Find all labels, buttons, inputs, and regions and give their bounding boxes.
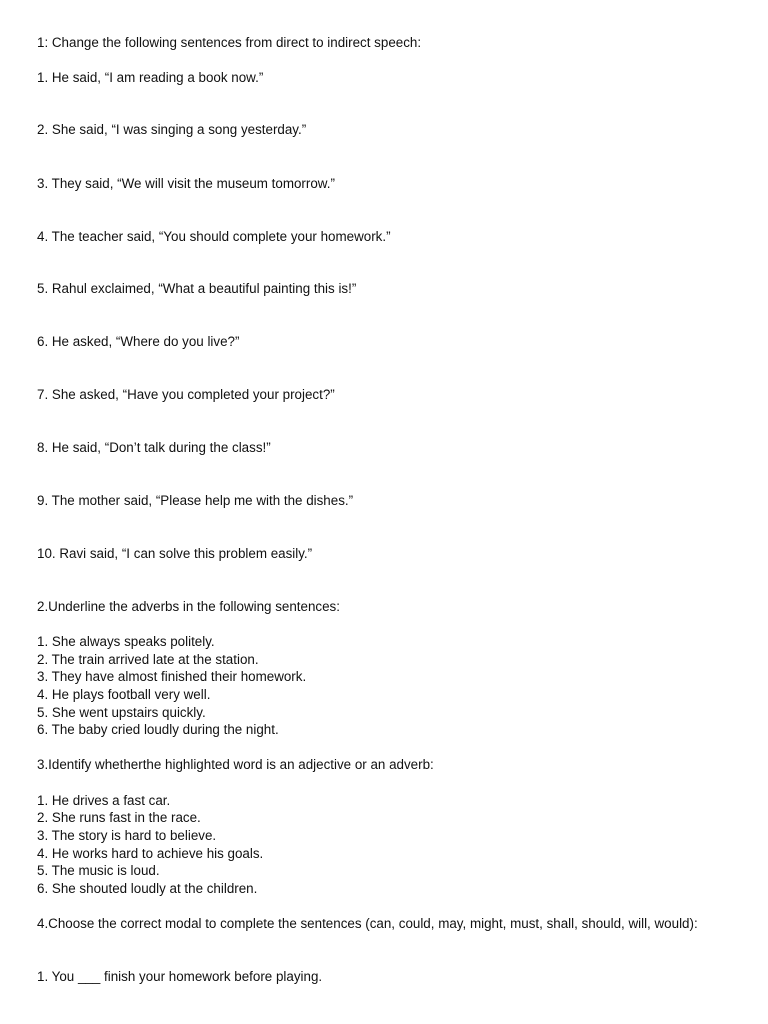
section-1-item: 7. She asked, “Have you completed your project?” [37, 387, 335, 402]
section-3-item: 2. She runs fast in the race. [37, 810, 201, 825]
section-2-item: 4. He plays football very well. [37, 687, 211, 702]
section-4-item: 1. You ___ finish your homework before playing. [37, 969, 323, 984]
section-1-item: 10. Ravi said, “I can solve this problem easily.” [37, 546, 313, 561]
section-2-heading: 2.Underline the adverbs in the following sentences: [37, 599, 340, 614]
section-2-item: 2. The train arrived late at the station. [37, 652, 259, 667]
section-3-item: 5. The music is loud. [37, 863, 160, 878]
section-2-item: 5. She went upstairs quickly. [37, 705, 206, 720]
section-3-item: 3. The story is hard to believe. [37, 828, 217, 843]
section-1-item: 2. She said, “I was singing a song yesterday.” [37, 122, 307, 137]
section-3-item: 1. He drives a fast car. [37, 793, 171, 808]
section-3-item: 6. She shouted loudly at the children. [37, 881, 258, 896]
section-2-item: 6. The baby cried loudly during the night. [37, 722, 279, 737]
section-1-item: 6. He asked, “Where do you live?” [37, 334, 240, 349]
section-1-item: 4. The teacher said, “You should complete your homework.” [37, 229, 391, 244]
section-3-item: 4. He works hard to achieve his goals. [37, 846, 264, 861]
section-1-item: 5. Rahul exclaimed, “What a beautiful painting this is!” [37, 281, 357, 296]
section-1-heading: 1: Change the following sentences from direct to indirect speech: [37, 35, 422, 50]
section-1-item: 8. He said, “Don’t talk during the class!” [37, 440, 271, 455]
section-1-item: 3. They said, “We will visit the museum tomorrow.” [37, 176, 335, 191]
section-3-heading: 3.Identify whetherthe highlighted word is an adjective or an adverb: [37, 757, 434, 772]
section-2-item: 1. She always speaks politely. [37, 634, 215, 649]
section-1-item: 1. He said, “I am reading a book now.” [37, 70, 264, 85]
section-1-item: 9. The mother said, “Please help me with the dishes.” [37, 493, 354, 508]
section-2-item: 3. They have almost finished their homework. [37, 669, 307, 684]
section-4-heading: 4.Choose the correct modal to complete the sentences (can, could, may, might, must, shall, should, will, would): [37, 916, 698, 931]
